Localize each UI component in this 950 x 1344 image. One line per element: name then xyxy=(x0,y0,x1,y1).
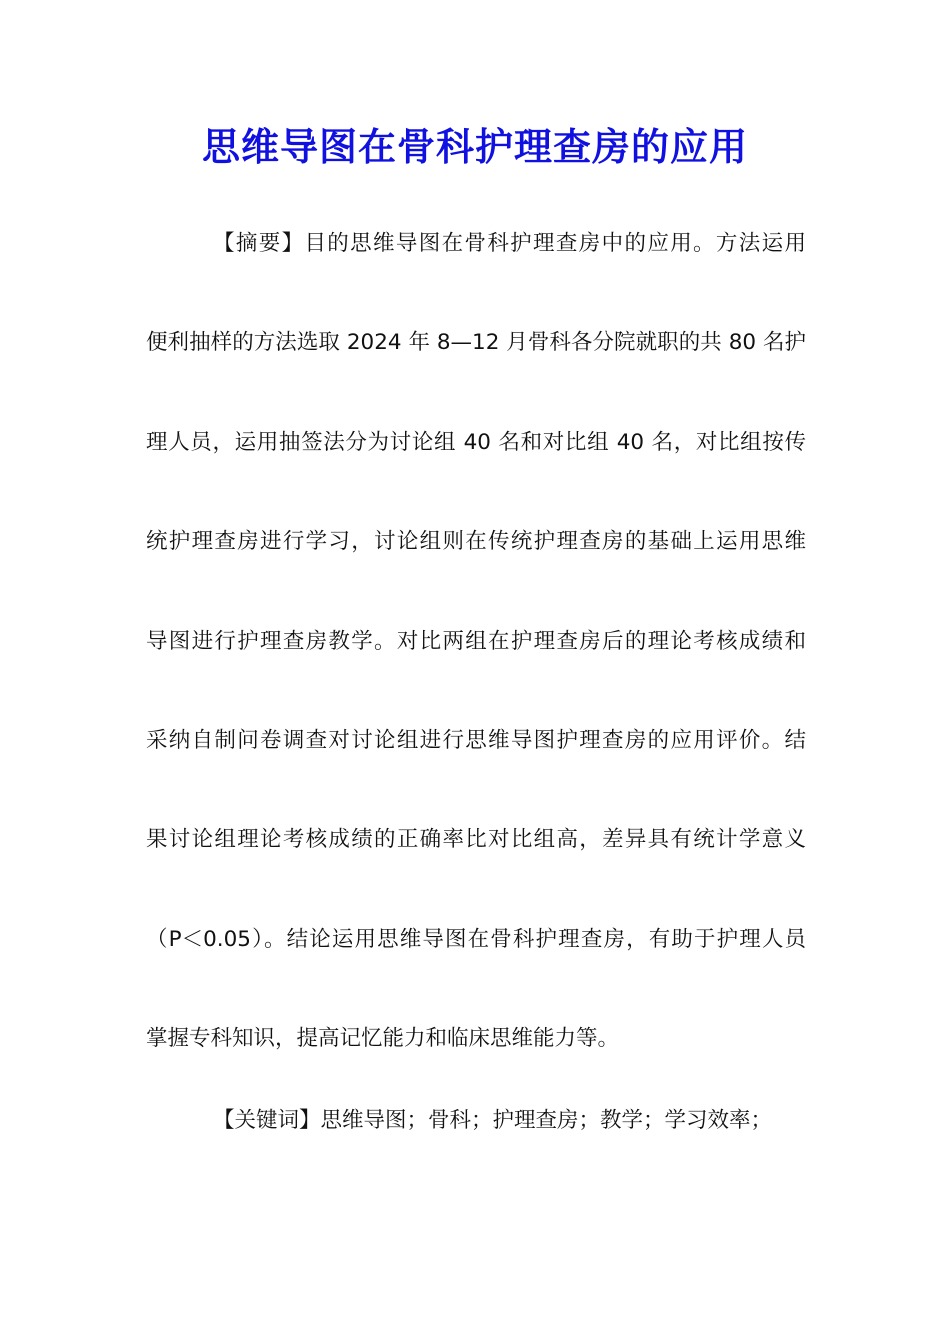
abstract-line: 理人员，运用抽签法分为讨论组 40 名和对比组 40 名，对比组按传 xyxy=(146,430,806,455)
abstract-line: 采纳自制问卷调查对讨论组进行思维导图护理查房的应用评价。结 xyxy=(146,728,806,753)
abstract-line: 统护理查房进行学习，讨论组则在传统护理查房的基础上运用思维 xyxy=(146,529,806,554)
abstract-line: 导图进行护理查房教学。对比两组在护理查房后的理论考核成绩和 xyxy=(146,629,806,654)
abstract-line: 果讨论组理论考核成绩的正确率比对比组高，差异具有统计学意义 xyxy=(146,827,806,852)
document-title: 思维导图在骨科护理查房的应用 xyxy=(201,124,748,169)
abstract-line: 掌握专科知识，提高记忆能力和临床思维能力等。 xyxy=(146,1026,620,1051)
abstract-line: （P＜0.05）。结论运用思维导图在骨科护理查房，有助于护理人员 xyxy=(146,927,806,952)
abstract-line: 【摘要】目的思维导图在骨科护理查房中的应用。方法运用 xyxy=(213,231,806,256)
keywords-line: 【关键词】思维导图；骨科；护理查房；教学；学习效率； xyxy=(213,1108,773,1133)
abstract-line: 便利抽样的方法选取 2024 年 8—12 月骨科各分院就职的共 80 名护 xyxy=(146,330,806,355)
